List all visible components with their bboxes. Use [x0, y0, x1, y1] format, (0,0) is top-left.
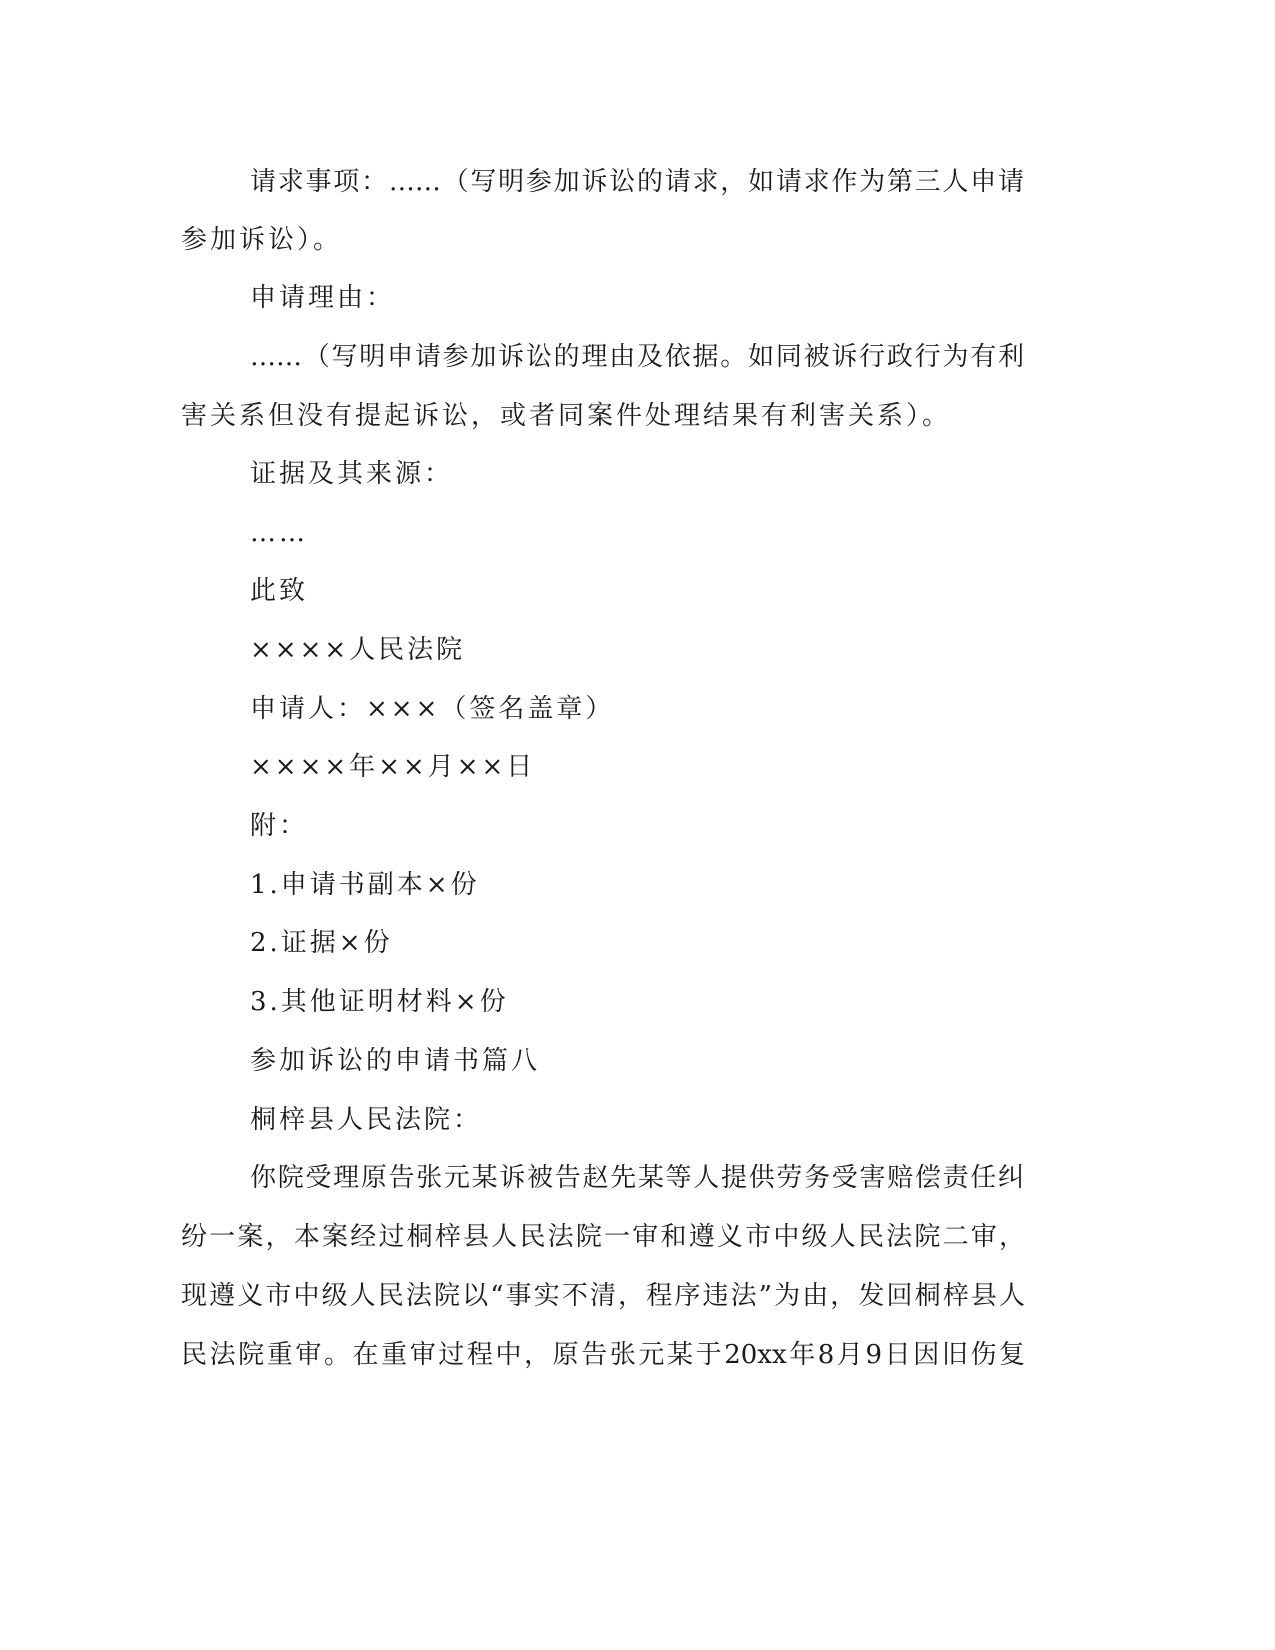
court-name: ××××人民法院: [250, 635, 466, 665]
applicant-signature: 申请人：×××（签名盖章）: [250, 694, 615, 724]
body-line-4: 民法院重审。在重审过程中，原告张元某于20xx年8月9日因旧伤复: [181, 1340, 1025, 1370]
attachment-item-3: 3.其他证明材料×份: [250, 987, 509, 1017]
body-line-2: 纷一案，本案经过桐梓县人民法院一审和遵义市中级人民法院二审，: [181, 1222, 1025, 1252]
attachment-item-2: 2.证据×份: [250, 928, 393, 958]
attachment-item-1: 1.申请书副本×份: [250, 870, 480, 900]
reason-line-2: 害关系但没有提起诉讼，或者同案件处理结果有利害关系）。: [181, 401, 952, 431]
body-line-3: 现遵义市中级人民法院以“事实不清，程序违法”为由，发回桐梓县人: [181, 1281, 1025, 1311]
reason-line-1: ……（写明申请参加诉讼的理由及依据。如同被诉行政行为有利: [250, 342, 1024, 372]
reason-heading: 申请理由：: [250, 283, 396, 313]
addressee: 桐梓县人民法院：: [250, 1105, 483, 1135]
attachments-heading: 附：: [250, 811, 309, 841]
evidence-ellipsis: ……: [250, 518, 308, 548]
request-items-line-1: 请求事项：……（写明参加诉讼的请求，如请求作为第三人申请: [250, 167, 1024, 197]
body-line-1: 你院受理原告张元某诉被告赵先某等人提供劳务受害赔偿责任纠: [250, 1163, 1024, 1193]
evidence-heading: 证据及其来源：: [250, 459, 454, 489]
request-items-line-2: 参加诉讼）。: [181, 225, 343, 255]
section-title: 参加诉讼的申请书篇八: [250, 1046, 541, 1076]
salutation: 此致: [250, 576, 309, 606]
date-line: ××××年××月××日: [250, 752, 536, 782]
